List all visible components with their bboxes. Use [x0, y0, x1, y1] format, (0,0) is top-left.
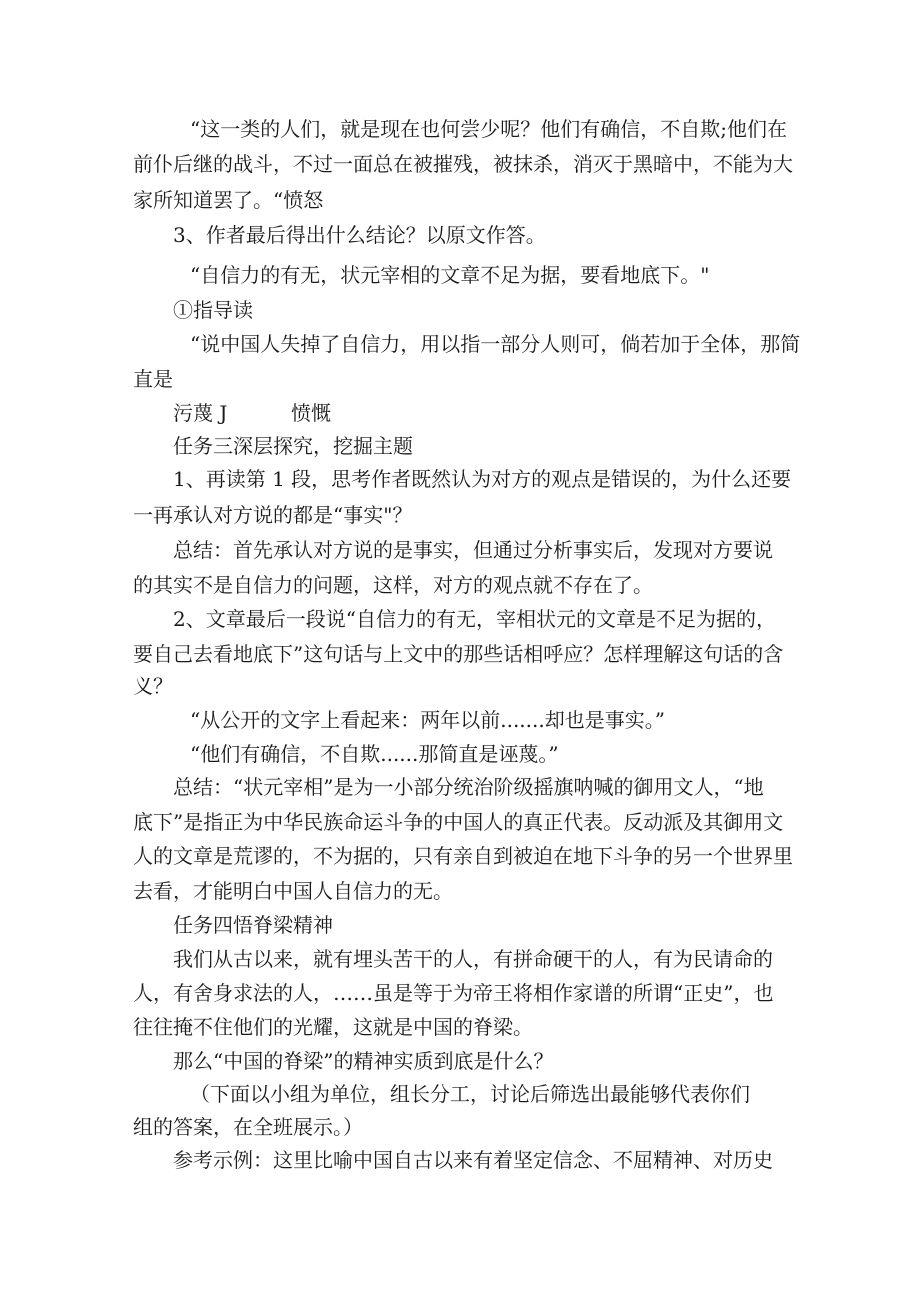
text-line: 总结：“状元宰相”是为一小部分统治阶级摇旗呐喊的御用文人，“地	[173, 775, 764, 799]
text-line: 底下”是指正为中华民族命运斗争的中国人的真正代表。反动派及其御用文	[133, 810, 784, 834]
section-heading: 任务三深层探究，挖掘主题	[173, 434, 413, 458]
text-line: 污蔑 J 愤慨	[173, 401, 331, 425]
text-line: 一再承认对方说的都是“事实"？	[133, 503, 413, 527]
text-line: “这一类的人们，就是现在也何尝少呢？他们有确信，不自欺;他们在	[190, 117, 787, 141]
text-line: “他们有确信，不自欺......那简直是诬蔑。”	[190, 742, 559, 766]
text-line: 总结：首先承认对方说的是事实，但通过分析事实后，发现对方要说	[173, 538, 773, 562]
text-line: 义？	[133, 674, 173, 698]
text-line: 1、再读第 1 段，思考作者既然认为对方的观点是错误的，为什么还要	[173, 467, 792, 491]
text-line: 人，有舍身求法的人，……虽是等于为帝王将相作家谱的所谓“正史”，也	[133, 981, 774, 1005]
text-line: “从公开的文字上看起来：两年以前.......却也是事实。”	[190, 708, 665, 732]
text-line: 3、作者最后得出什么结论？以原文作答。	[173, 223, 546, 247]
text-line: “自信力的有无，状元宰相的文章不足为据，要看地底下。"	[190, 263, 710, 287]
text-line: 人的文章是荒谬的，不为据的，只有亲自到被迫在地下斗争的另一个世界里	[133, 844, 793, 868]
text-line: 组的答案，在全班展示。）	[133, 1115, 363, 1139]
text-line: 往往掩不住他们的光耀，这就是中国的脊梁。	[133, 1015, 533, 1039]
text-line: 要自己去看地底下”这句话与上文中的那些话相呼应？怎样理解这句话的含	[133, 642, 784, 666]
text-line: ①指导读	[173, 298, 253, 322]
text-line: 的其实不是自信力的问题，这样，对方的观点就不存在了。	[133, 573, 653, 597]
text-line: 我们从古以来，就有埋头苦干的人，有拼命硬干的人，有为民请命的	[173, 947, 773, 971]
text-line: 家所知道罢了。“愤怒	[133, 188, 324, 212]
section-heading: 任务四悟脊梁精神	[173, 913, 333, 937]
text-line: 2、文章最后一段说“自信力的有无，宰相状元的文章是不足为据的，	[173, 607, 776, 631]
text-line: （下面以小组为单位，组长分工，讨论后筛选出最能够代表你们	[190, 1082, 750, 1106]
text-line: 前仆后继的战斗，不过一面总在被摧残，被抹杀，消灭于黑暗中，不能为大	[133, 152, 793, 176]
text-line: 去看，才能明白中国人自信力的无。	[133, 879, 453, 903]
text-line: 那么“中国的脊梁”的精神实质到底是什么？	[173, 1049, 554, 1073]
text-line: 直是	[133, 367, 173, 391]
text-line: 参考示例：这里比喻中国自古以来有着坚定信念、不屈精神、对历史	[173, 1148, 773, 1172]
text-line: “说中国人失掉了自信力，用以指一部分人则可，倘若加于全体，那简	[190, 332, 801, 356]
